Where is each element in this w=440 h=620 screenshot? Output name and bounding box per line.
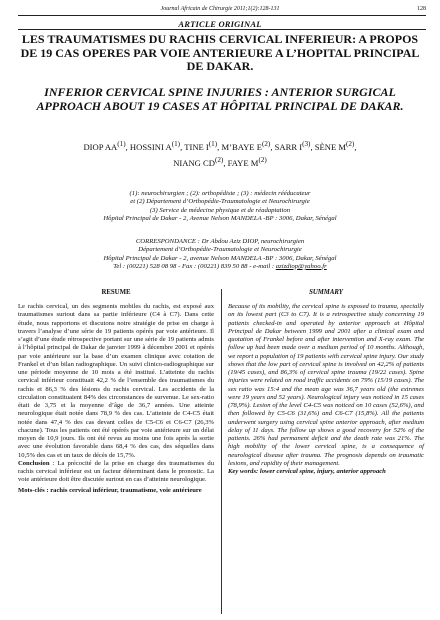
- correspondence-contact: Tel : (00221) 528 08 98 - Fax : (00221) 839 50 88 - e-mail : azizdiop@yahoo.fr: [113, 262, 327, 270]
- resume-heading: RESUME: [101, 289, 131, 296]
- author: SARR $I^{(3)}$,: [274, 140, 315, 152]
- title-french: LES TRAUMATISMES DU RACHIS CERVICAL INFERIEUR: A PROPOS DE 19 CAS OPERES PAR VOIE ANTERIEURE A L’HOPITAL PRINCIPAL DE DAKAR.: [20, 32, 420, 73]
- summary-text: Because of its mobility, the cervical spine is exposed to trauma, specially on its lowest part (C3 to C7). It is a retrospective study concerning 19 patients checked-in and operated by anterior approach at Hôpital Principal de Dakar between 1999 and 2001 after a clinical exam and quotation of Frankel before and after intervention and X-ray exam. The follow up had been made over a medium period of 10 months. Although, we report a population of 19 patients with cervical spine injury. Our study shows that the low part of cervical spine is involved on 42,2% of patients (19/45 cases), and 86,3% of cervical spine trauma (19/22 cases). Spine injuries were related on road traffic accidents on 79% (15/19 cases). The sex ratio was 15:4 and the mean age was 36,7 years old (the extremes were 19 years and 52 years). Neurological injury was noticed in 15 cases (78,9%). Lesion of the level C4-C5 was noticed on 10 cases (52,6%), and then followed by C5-C6 (31,6%) and C6-C7 (15,8%). All the patients underwent surgery using cervical spine anterior approach, after medium delay of 11 days. The follow up shows a good recovery for 52% of the patients. 26% had permanent deficit and the death rate was 21%. The high mobility of the lower cervical spine, is a consequence of neurological disease after trauma. The prognosis depends on traumatic lesions, and rapidity of their management.: [228, 303, 424, 467]
- page-number: 128: [417, 6, 426, 12]
- affiliation-line: (1): neurochirurgien ; (2): orthopédiste ; (3) : médecin rééducateur: [129, 190, 311, 197]
- header-rule-top: [18, 15, 426, 16]
- author: FAYE $M^{(2)}$: [227, 155, 267, 168]
- author: NIANG CD$^{(2)}$,: [173, 155, 228, 168]
- resume-conclusion: Conclusion : La précocité de la prise en charge des traumatismes du rachis cervical inférieur est un facteur déterminant dans le pronostic. La voie antérieure doit être discutée surtout en cas d’atteinte neurologique.: [18, 459, 214, 484]
- author: TINE $I^{(1)}$,: [184, 140, 222, 152]
- email-link[interactable]: azizdiop@yahoo.fr: [275, 262, 327, 270]
- author: HOSSINI $A^{(1)}$,: [129, 140, 185, 152]
- journal-citation: Journal Africain de Chirurgie 2011;1(2):128-131: [160, 6, 280, 12]
- author: DIOP AA$^{(1)}$,: [83, 140, 130, 152]
- summary-column: [228, 289, 424, 476]
- correspondence-line: Hôpital Principal de Dakar - 2, avenue Nelson MANDELA -BP : 3006, Dakar, Sénégal: [103, 254, 337, 262]
- affiliations: [18, 190, 422, 223]
- correspondence-line: Département d’Orthopédie-Traumatologie et Neurochirurgie: [138, 246, 302, 254]
- author: M’BAYE $E^{(2)}$,: [221, 140, 275, 152]
- column-divider: [221, 289, 222, 614]
- correspondence-line: CORRESPONDANCE : Dr Abdou Aziz DIOP, neurochirurgien: [135, 238, 305, 245]
- header-rule-bottom: [18, 29, 426, 30]
- author: SÈNE $M^{(2)}$,: [314, 140, 357, 152]
- affiliation-line: (3) Service de médecine physique et de réadaptation: [149, 206, 291, 214]
- affiliation-line: Hôpital Principal de Dakar - 2, Avenue Nelson MANDELA -BP : 3006, Dakar, Sénégal: [103, 214, 337, 222]
- article-type-label: ARTICLE ORIGINAL: [178, 19, 262, 29]
- resume-keywords: Mots-clés : rachis cervical inférieur, traumatisme, voie antérieure: [18, 486, 202, 494]
- resume-text: Le rachis cervical, un des segments mobiles du rachis, est exposé aux traumatismes surtout dans sa partie inférieure (C4 à C7). Dans cette étude, nous rapportons et discutons notre stratégie de prise en charge à travers l’analyse d’une série de 19 patients opérés par voie antérieure. Il s’agit d’une étude rétrospective portant sur une série de 19 patients admis à l’hôpital principal de Dakar de janvier 1999 à décembre 2001 et opérés par voie antérieure sur la base d’un examen clinique avec cotation de Frankel et d’un bilan radiographique. Un suivi clinico-radiographique sur une période moyenne de 10 mois a été institué. L’atteinte du rachis cervical inférieur constituait 42,2 % de l’ensemble des traumatismes du rachis et 86,3 % des lésions du rachis cervical. Les accidents de la circulation constituaient 84% des circonstances de survenue. Le sex-ratio était de 3,75 et la moyenne d’âge de 36,7 années. Une atteinte neurologique était notée dans 78,9 % des cas. L’atteinte de C4-C5 était notée dans 47,4 % des cas devant celles de C5-C6 et C6-C7 (26,3% chacune). Tous les patients ont été opérés par voie antérieure sur un délai moyen de 10,9 jours. Ils ont été revus au moins une fois après la sortie avec une évolution favorable dans 68,4 % des cas, des séquelles dans 10,5% des cas et un taux de décès de 15,7%.: [18, 303, 214, 459]
- author-list: [18, 138, 422, 170]
- title-english: INFERIOR CERVICAL SPINE INJURIES : ANTERIOR SURGICAL APPROACH ABOUT 19 CASES AT HÔPITAL PRINCIPAL DE DAKAR.: [36, 85, 404, 113]
- summary-keywords: Key words: lower cervical spine, injury, anterior approach: [228, 468, 386, 475]
- resume-column: [18, 289, 214, 501]
- correspondence: [18, 238, 422, 271]
- summary-heading: SUMMARY: [309, 289, 343, 296]
- affiliation-line: et (2) Département d’Orthopédie-Traumatologie et Neurochirurgie: [130, 198, 310, 206]
